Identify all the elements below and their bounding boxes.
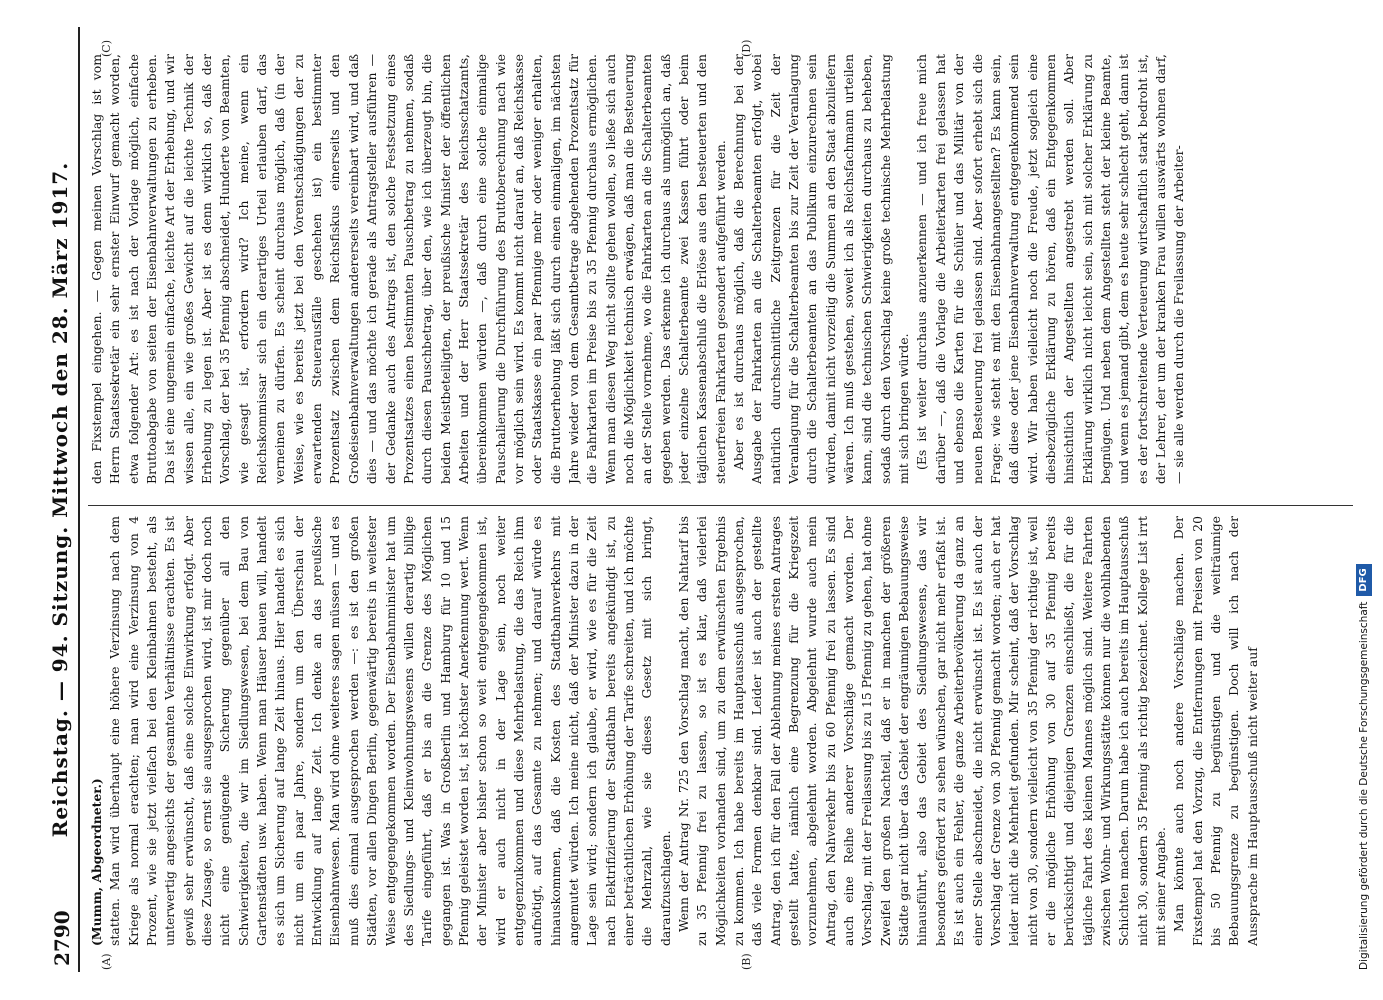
column-marker-b: (B) xyxy=(740,953,753,970)
text-column-left xyxy=(88,516,1353,946)
credit-text: Digitalisierung gefördert durch die Deutsche Forschungsgemeinschaft xyxy=(1358,601,1370,970)
paragraph: statten. Man wird überhaupt eine höhere Verzinsung nach dem Kriege als normal erachten; man wird eine Verzinsung von 4 Prozent, wie sie jetzt vielfach bei den Kleinbahnen besteht, als unterwertig angesichts der gesamten Verhältnisse erachten. Es ist gewiß sehr erwünscht, daß eine solche Einwirkung erfolgt. Aber diese Zusage, so ernst sie ausgesprochen wird, ist mir doch noch nicht eine genügende Sicherung gegenüber all den Schwierigkeiten, die wir im Siedlungswesen, bei dem Bau von Gartenstädten usw. haben. Wenn man Häuser bauen will, handelt es sich um Sicherung auf lange Zeit hinaus. Hier handelt es sich nicht um ein paar Jahre, sondern um den Überschau der Entwicklung auf lange Zeit. Ich denke an das preußische Eisenbahnwesen. Man wird ohne weiteres sagen müssen — und es muß dies einmal ausgesprochen werden —: es ist den großen Städten, vor allen Dingen Berlin, gegenwärtig bereits in weitester Weise entgegengekommen worden. Der Eisenbahnminister hat um des Siedlungs- und Kleinwohnungswesens willen derartig billige Tarife eingeführt, daß er bis an die Grenze des Möglichen gegangen ist. Was in Großberlin und Hamburg für 10 und 15 Pfennig geleistet worden ist, ist höchster Anerkennung wert. Wenn der Minister aber bisher schon so weit entgegengekommen ist, wird er auch nicht in der Lage sein, noch weiter entgegenzukommen und diese Mehrbelastung, die das Reich ihm aufnötigt, auf das Gesamte zu nehmen; und darauf würde es hinauskommen, daß die Kosten des Stadtbahnverkehrs mit angemutet würden. Ich meine nicht, daß der Minister dazu in der Lage sein wird; sondern ich glaube, er wird, wie es für die Zeit nach Elektrifizierung der Stadtbahn bereits angekündigt ist, zu einer beträchtlichen Erhöhung der Tarife schreiten, und ich möchte die Mehrzahl, wie sie dieses Gesetz mit sich bringt, daraufzuschlagen. xyxy=(107,516,673,946)
paragraph: Wenn der Antrag Nr. 725 den Vorschlag macht, den Nahtarif bis zu 35 Pfennig frei zu lassen, so ist es klar, daß vielerlei Möglichkeiten vorhanden sind, um zu dem erwünschten Ergebnis zu kommen. Ich habe bereits im Hauptausschuß ausgesprochen, daß viele Formen denkbar sind. Leider ist auch der gestellte Antrag, den ich für den Fall der Ablehnung meines ersten Antrages gestellt hatte, nämlich eine Begrenzung für die Kriegszeit vorzunehmen, abgelehnt worden. Abgelehnt wurde auch mein Antrag, den Nahverkehr bis zu 60 Pfennig frei zu lassen. Es sind auch eine Reihe anderer Vorschläge gemacht worden. Der Vorschlag, mit der Freilassung bis zu 15 Pfennig zu gehen, hat ohne Zweifel den großen Nachteil, daß er in manchen der größeren Städte gar nicht über das Gebiet der engräumigen Bebauungsweise hinausführt, also das Gebiet des Siedlungswesens, das wir besonders gefördert zu sehen wünschen, gar nicht mehr erfaßt ist. Es ist auch ein Fehler, die ganze Arbeiterbevölkerung da ganz an einer Stelle abschneidet, die nicht erwünscht ist. Es ist auch der Vorschlag der Grenze von 30 Pfennig gemacht worden; auch er hat leider nicht die Mehrheit gefunden. Mir scheint, daß der Vorschlag nicht von 30, sondern vielleicht von 35 Pfennig der richtige ist, weil er die mögliche Erhöhung von 30 auf 35 Pfennig bereits berücksichtigt und diejenigen Grenzen einschließt, die für die tägliche Fahrt des kleinen Mannes möglich sind. Weitere Fahrten zwischen Wohn- und Wirkungsstätte können nur die wohlhabenden Schichten machen. Darum habe ich auch bereits im Hauptausschuß nicht 30, sondern 35 Pfennig als richtig bezeichnet. Kollege List irrt mit seiner Angabe. xyxy=(676,516,1168,946)
column-divider xyxy=(88,505,1353,506)
speaker-label: (Mumm, Abgeordneter.) xyxy=(89,778,104,946)
column-marker-d: (D) xyxy=(740,39,753,57)
paragraph: den Fixstempel eingehen. — Gegen meinen Vorschlag ist vom Herrn Staatssekretär ein sehr ernster Einwurf gemacht worden, etwa folgender Art: es ist nach der Vorlage möglich, einfache Bruttoabgabe von seiten der Eisenbahnverwaltungen zu erheben. Das ist eine ungemein einfache, leichte Art der Erhebung, und wir wissen alle, ein wie großes Gewicht auf die leichte Technik der Erhebung zu legen ist. Aber ist es denn wirklich so, daß der Vorschlag, der bei 35 Pfennig abschneidet, Hunderte von Beamten, wie gesagt ist, erfordern wird? Ich meine, wenn ein Reichskommissar sich ein derartiges Urteil erlauben darf, das verneinen zu dürfen. Es scheint durchaus möglich, daß (in der Weise, wie es bereits jetzt bei den Vorentschädigungen der zu erwartenden Steuerausfälle geschehen ist) ein bestimmter Prozentsatz zwischen dem Reichsfiskus einerseits und den Großeisenbahnverwaltungen andererseits vereinbart wird, und daß dies — und das möchte ich gerade als Antragsteller ausführen — der Gedanke auch des Antrags ist, den solche Festsetzung eines Prozentsatzes einen bestimmten Pauschbetrag zu nehmen, sodaß durch diesen Pauschbetrag, über den, wie ich überzeugt bin, die beiden Meistbeteiligten, der preußische Minister der öffentlichen Arbeiten und der Herr Staatssekretär des Reichsschatzamts, übereinkommen würden —, daß durch eine solche einmalige Pauschalierung die Durchführung des Bruttoberechnung nach wie vor möglich sein wird. Es kommt nicht darauf an, daß Reichskasse oder Staatskasse ein paar Pfennige mehr oder weniger erhalten, die Bruttoerhebung läßt sich durch einen einmaligen, im nächsten Jahre wieder von dem Gesamtbetrage abgehenden Prozentsatz für die Fahrkarten im Preise bis zu 35 Pfennig durchaus ermöglichen. Wenn man diesen Weg nicht sollte gehen wollen, so ließe sich auch noch die Möglichkeit technisch erwägen, daß man die Besteuerung an der Stelle vornehme, wo die Fahrkarten an die Schalterbeamten gegeben werden. Das erkenne ich durchaus als unmöglich an, daß jeder einzelne Schalterbeamte zwei Kassen führt oder beim täglichen Kassenabschluß die Erlöse aus den besteuerten und den steuerfreien Fahrkarten gesondert aufgeführt werden. xyxy=(89,54,728,484)
dfg-logo-icon: DFG xyxy=(1356,564,1372,595)
document-page xyxy=(40,27,1360,972)
page-number: 2790 xyxy=(50,910,74,966)
digitization-credit xyxy=(1352,30,1376,970)
paragraph: (Es ist weiter durchaus anzuerkennen — und ich freue mich darüber —, daß die Vorlage die Arbeiterkarten frei gelassen hat und ebenso die Karten für die Schüler und das Militär von der neuen Besteuerung frei gelassen sind. Aber sofort erhebt sich die Frage: wie steht es mit den Eisenbahnangestellten? Es kann sein, daß diese oder jene Eisenbahnverwaltung entgegenkommend sein wird. Wir haben vielleicht noch die Freude, jetzt sogleich eine diesbezügliche Erklärung zu hören, daß ein Entgegenkommen hinsichtlich der Angestellten angestrebt werden soll. Aber Erklärung wirklich nicht leicht sein, sich mit solcher Erklärung zu begnügen. Und neben dem Angestellten steht der kleine Beamte, und wenn es jemand gibt, dem es heute sehr schlecht geht, dann ist es der fortschreitende Verteuerung wirtschaftlich stark bedroht ist, der Lehrer, der um der kranken Frau willen auswärts wohnen darf, — sie alle werden durch die Freilassung der Arbeiter- xyxy=(914,54,1187,484)
paragraph: Aber es ist durchaus möglich, daß die Berechnung bei der Ausgabe der Fahrkarten an die Schalterbeamten erfolgt, wobei natürlich durchschnittliche Zeitgrenzen für die Zeit der Veranlagung für die Schalterbeamten bis zur Zeit der Veranlagung durch die Schalterbeamten an das Publikum einzurechnen sein würden, damit nicht vorzeitig die Summen an den Staat abzuliefern wären. Ich muß gestehen, soweit ich als Reichsfachmann urteilen kann, sind die technischen Schwierigkeiten durchaus zu beheben, sodaß durch den Vorschlag keine große technische Mehrbelastung mit sich bringen würde. xyxy=(731,54,912,484)
text-column-right xyxy=(88,54,1353,484)
column-marker-c: (C) xyxy=(100,40,113,57)
page-title: Reichstag. — 94. Sitzung. Mittwoch den 28. März 1917. xyxy=(48,161,72,838)
column-marker-a: (A) xyxy=(100,953,113,970)
page-header xyxy=(40,27,80,972)
paragraph: Man könnte auch noch andere Vorschläge machen. Der Fixstempel hat den Vorzug, die Entfernungen mit Preisen von 20 bis 50 Pfennig zu begünstigen und die weiträumige Bebauungsgrenze zu begünstigen. Doch will ich nach der Aussprache im Hauptausschuß nicht weiter auf xyxy=(1171,516,1260,946)
